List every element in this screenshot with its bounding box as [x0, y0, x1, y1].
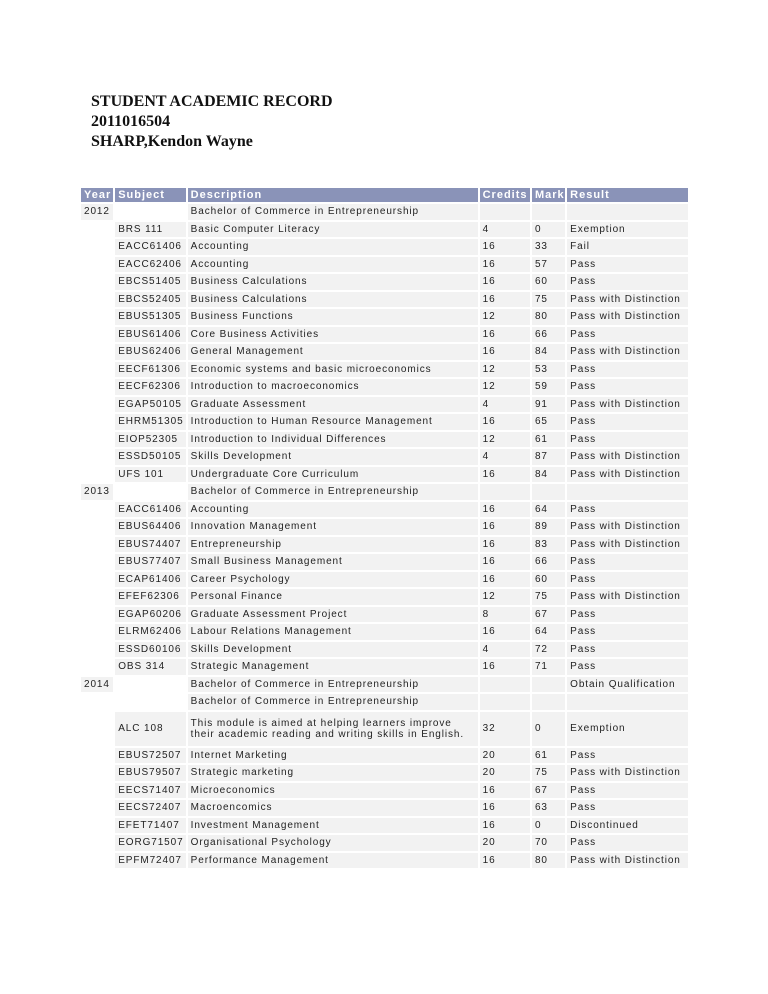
mark-cell: 65 — [532, 414, 565, 430]
credits-cell: 16 — [480, 783, 530, 799]
course-row — [81, 835, 688, 851]
year-cell — [81, 800, 113, 816]
mark-cell: 75 — [532, 765, 565, 781]
credits-cell: 16 — [480, 257, 530, 273]
result-cell: Discontinued — [567, 818, 688, 834]
result-cell: Pass — [567, 607, 688, 623]
result-cell: Pass with Distinction — [567, 344, 688, 360]
mark-cell: 57 — [532, 257, 565, 273]
subject-cell: EFET71407 — [115, 818, 185, 834]
table-body — [81, 204, 688, 868]
mark-cell: 67 — [532, 783, 565, 799]
result-cell: Pass — [567, 835, 688, 851]
description-cell: Accounting — [188, 239, 478, 255]
subject-cell: EECS71407 — [115, 783, 185, 799]
description-cell: Bachelor of Commerce in Entrepreneurship — [188, 694, 478, 710]
year-cell — [81, 344, 113, 360]
year-cell — [81, 818, 113, 834]
course-row — [81, 748, 688, 764]
result-cell — [567, 484, 688, 500]
description-cell: Business Calculations — [188, 274, 478, 290]
year-cell — [81, 467, 113, 483]
credits-cell: 16 — [480, 537, 530, 553]
mark-cell: 84 — [532, 344, 565, 360]
credits-cell: 20 — [480, 835, 530, 851]
year-cell — [81, 257, 113, 273]
course-row — [81, 379, 688, 395]
subject-cell: EPFM72407 — [115, 853, 185, 869]
year-cell — [81, 502, 113, 518]
mark-cell: 64 — [532, 502, 565, 518]
subject-cell: EBUS61406 — [115, 327, 185, 343]
subject-cell: EBUS79507 — [115, 765, 185, 781]
subject-cell: ELRM62406 — [115, 624, 185, 640]
description-cell: Economic systems and basic microeconomics — [188, 362, 478, 378]
description-cell: Accounting — [188, 257, 478, 273]
mark-cell: 83 — [532, 537, 565, 553]
description-cell: Introduction to Human Resource Management — [188, 414, 478, 430]
credits-cell: 16 — [480, 502, 530, 518]
year-cell — [81, 642, 113, 658]
document-title: STUDENT ACADEMIC RECORD — [91, 93, 333, 110]
course-row — [81, 362, 688, 378]
credits-cell: 16 — [480, 344, 530, 360]
result-cell: Pass — [567, 414, 688, 430]
result-cell: Pass with Distinction — [567, 449, 688, 465]
result-cell: Pass — [567, 783, 688, 799]
course-row — [81, 642, 688, 658]
year-cell — [81, 659, 113, 675]
mark-cell — [532, 677, 565, 693]
result-cell: Obtain Qualification — [567, 677, 688, 693]
result-cell: Pass — [567, 502, 688, 518]
academic-record-table — [79, 186, 690, 870]
credits-cell: 16 — [480, 554, 530, 570]
credits-cell: 12 — [480, 362, 530, 378]
description-cell: Basic Computer Literacy — [188, 222, 478, 238]
description-cell: Small Business Management — [188, 554, 478, 570]
subject-cell: UFS 101 — [115, 467, 185, 483]
column-header-subject: Subject — [115, 188, 185, 202]
credits-cell: 16 — [480, 853, 530, 869]
subject-cell: EFEF62306 — [115, 589, 185, 605]
result-cell: Pass — [567, 362, 688, 378]
mark-cell: 0 — [532, 712, 565, 746]
course-row — [81, 624, 688, 640]
subject-cell: EBUS64406 — [115, 519, 185, 535]
subject-cell — [115, 484, 185, 500]
description-cell: Accounting — [188, 502, 478, 518]
student-number: 2011016504 — [91, 113, 171, 130]
course-row — [81, 344, 688, 360]
mark-cell: 60 — [532, 572, 565, 588]
year-cell — [81, 572, 113, 588]
mark-cell: 61 — [532, 432, 565, 448]
result-cell: Exemption — [567, 222, 688, 238]
mark-cell: 67 — [532, 607, 565, 623]
credits-cell: 16 — [480, 327, 530, 343]
subject-cell: ALC 108 — [115, 712, 185, 746]
year-cell — [81, 765, 113, 781]
course-row — [81, 222, 688, 238]
year-cell — [81, 222, 113, 238]
mark-cell: 89 — [532, 519, 565, 535]
mark-cell: 66 — [532, 554, 565, 570]
description-cell: Bachelor of Commerce in Entrepreneurship — [188, 677, 478, 693]
mark-cell: 72 — [532, 642, 565, 658]
result-cell: Pass — [567, 748, 688, 764]
column-header-result: Result — [567, 188, 688, 202]
year-row — [81, 204, 688, 220]
course-row — [81, 502, 688, 518]
year-cell — [81, 327, 113, 343]
description-cell: Graduate Assessment — [188, 397, 478, 413]
program-row — [81, 694, 688, 710]
description-cell: Strategic Management — [188, 659, 478, 675]
year-cell — [81, 379, 113, 395]
result-cell: Pass with Distinction — [567, 589, 688, 605]
mark-cell: 33 — [532, 239, 565, 255]
mark-cell: 91 — [532, 397, 565, 413]
credits-cell: 16 — [480, 414, 530, 430]
description-cell: Bachelor of Commerce in Entrepreneurship — [188, 484, 478, 500]
credits-cell: 16 — [480, 239, 530, 255]
result-cell: Pass with Distinction — [567, 537, 688, 553]
credits-cell: 12 — [480, 309, 530, 325]
subject-cell: EACC62406 — [115, 257, 185, 273]
result-cell: Pass with Distinction — [567, 397, 688, 413]
column-header-year: Year — [81, 188, 113, 202]
subject-cell: EHRM51305 — [115, 414, 185, 430]
subject-cell — [115, 677, 185, 693]
year-cell — [81, 414, 113, 430]
description-cell: Investment Management — [188, 818, 478, 834]
course-row — [81, 257, 688, 273]
subject-cell: ESSD60106 — [115, 642, 185, 658]
year-cell — [81, 589, 113, 605]
subject-cell: EORG71507 — [115, 835, 185, 851]
result-cell — [567, 694, 688, 710]
year-row — [81, 677, 688, 693]
subject-cell: EBCS52405 — [115, 292, 185, 308]
description-cell: Strategic marketing — [188, 765, 478, 781]
mark-cell: 64 — [532, 624, 565, 640]
year-cell — [81, 694, 113, 710]
year-cell — [81, 397, 113, 413]
description-cell: Labour Relations Management — [188, 624, 478, 640]
year-cell — [81, 292, 113, 308]
result-cell: Pass — [567, 379, 688, 395]
year-cell — [81, 624, 113, 640]
description-cell: Innovation Management — [188, 519, 478, 535]
subject-cell — [115, 694, 185, 710]
column-header-mark: Mark — [532, 188, 565, 202]
year-cell — [81, 607, 113, 623]
course-row — [81, 712, 688, 746]
result-cell: Pass — [567, 274, 688, 290]
course-row — [81, 607, 688, 623]
mark-cell: 80 — [532, 853, 565, 869]
result-cell: Pass — [567, 800, 688, 816]
credits-cell — [480, 484, 530, 500]
description-cell: Organisational Psychology — [188, 835, 478, 851]
description-cell: Bachelor of Commerce in Entrepreneurship — [188, 204, 478, 220]
subject-cell: EECF61306 — [115, 362, 185, 378]
mark-cell: 71 — [532, 659, 565, 675]
description-cell: Entrepreneurship — [188, 537, 478, 553]
result-cell: Pass — [567, 327, 688, 343]
column-header-credits: Credits — [480, 188, 530, 202]
course-row — [81, 519, 688, 535]
subject-cell: EACC61406 — [115, 239, 185, 255]
mark-cell — [532, 694, 565, 710]
mark-cell — [532, 204, 565, 220]
description-cell: Personal Finance — [188, 589, 478, 605]
result-cell: Pass — [567, 572, 688, 588]
course-row — [81, 309, 688, 325]
credits-cell: 16 — [480, 659, 530, 675]
year-cell — [81, 537, 113, 553]
description-cell: General Management — [188, 344, 478, 360]
subject-cell: EBUS74407 — [115, 537, 185, 553]
subject-cell: EGAP60206 — [115, 607, 185, 623]
credits-cell — [480, 204, 530, 220]
student-name: SHARP,Kendon Wayne — [91, 133, 253, 150]
result-cell: Pass with Distinction — [567, 519, 688, 535]
mark-cell: 0 — [532, 222, 565, 238]
subject-cell: EACC61406 — [115, 502, 185, 518]
subject-cell: ESSD50105 — [115, 449, 185, 465]
column-header-description: Description — [188, 188, 478, 202]
credits-cell: 12 — [480, 432, 530, 448]
course-row — [81, 327, 688, 343]
year-cell — [81, 783, 113, 799]
subject-cell: EGAP50105 — [115, 397, 185, 413]
mark-cell: 70 — [532, 835, 565, 851]
credits-cell: 16 — [480, 572, 530, 588]
credits-cell: 32 — [480, 712, 530, 746]
credits-cell: 4 — [480, 642, 530, 658]
year-cell — [81, 835, 113, 851]
mark-cell: 84 — [532, 467, 565, 483]
credits-cell: 12 — [480, 589, 530, 605]
mark-cell: 75 — [532, 589, 565, 605]
course-row — [81, 783, 688, 799]
credits-cell: 16 — [480, 467, 530, 483]
description-cell: This module is aimed at helping learners improve their academic reading and writing skills in English. — [188, 712, 478, 746]
description-cell: Introduction to macroeconomics — [188, 379, 478, 395]
course-row — [81, 414, 688, 430]
result-cell: Exemption — [567, 712, 688, 746]
result-cell: Pass — [567, 624, 688, 640]
description-cell: Microeconomics — [188, 783, 478, 799]
result-cell: Pass with Distinction — [567, 467, 688, 483]
description-cell: Skills Development — [188, 449, 478, 465]
subject-cell: EECF62306 — [115, 379, 185, 395]
year-cell: 2014 — [81, 677, 113, 693]
mark-cell: 87 — [532, 449, 565, 465]
mark-cell: 60 — [532, 274, 565, 290]
description-cell: Performance Management — [188, 853, 478, 869]
record-header — [91, 92, 333, 152]
description-cell: Introduction to Individual Differences — [188, 432, 478, 448]
result-cell: Pass with Distinction — [567, 309, 688, 325]
description-cell: Core Business Activities — [188, 327, 478, 343]
credits-cell: 16 — [480, 519, 530, 535]
course-row — [81, 853, 688, 869]
credits-cell: 20 — [480, 765, 530, 781]
credits-cell: 8 — [480, 607, 530, 623]
course-row — [81, 659, 688, 675]
year-cell — [81, 748, 113, 764]
mark-cell: 0 — [532, 818, 565, 834]
result-cell: Fail — [567, 239, 688, 255]
result-cell: Pass with Distinction — [567, 292, 688, 308]
description-cell: Business Functions — [188, 309, 478, 325]
year-cell — [81, 432, 113, 448]
description-cell: Undergraduate Core Curriculum — [188, 467, 478, 483]
result-cell: Pass — [567, 257, 688, 273]
year-cell — [81, 309, 113, 325]
course-row — [81, 292, 688, 308]
subject-cell: EBUS72507 — [115, 748, 185, 764]
subject-cell: ECAP61406 — [115, 572, 185, 588]
course-row — [81, 239, 688, 255]
subject-cell: EBCS51405 — [115, 274, 185, 290]
subject-cell: EIOP52305 — [115, 432, 185, 448]
course-row — [81, 537, 688, 553]
table-header-row — [81, 188, 688, 202]
course-row — [81, 554, 688, 570]
credits-cell: 16 — [480, 274, 530, 290]
description-cell: Macroencomics — [188, 800, 478, 816]
subject-cell: EBUS62406 — [115, 344, 185, 360]
year-cell: 2012 — [81, 204, 113, 220]
result-cell: Pass with Distinction — [567, 765, 688, 781]
year-row — [81, 484, 688, 500]
course-row — [81, 432, 688, 448]
description-cell: Business Calculations — [188, 292, 478, 308]
mark-cell: 61 — [532, 748, 565, 764]
course-row — [81, 589, 688, 605]
credits-cell: 20 — [480, 748, 530, 764]
credits-cell: 16 — [480, 818, 530, 834]
result-cell: Pass with Distinction — [567, 853, 688, 869]
subject-cell: EBUS77407 — [115, 554, 185, 570]
mark-cell: 80 — [532, 309, 565, 325]
year-cell — [81, 274, 113, 290]
credits-cell — [480, 694, 530, 710]
year-cell — [81, 362, 113, 378]
subject-cell: EBUS51305 — [115, 309, 185, 325]
course-row — [81, 467, 688, 483]
credits-cell — [480, 677, 530, 693]
mark-cell: 75 — [532, 292, 565, 308]
mark-cell — [532, 484, 565, 500]
subject-cell: OBS 314 — [115, 659, 185, 675]
credits-cell: 4 — [480, 222, 530, 238]
result-cell: Pass — [567, 554, 688, 570]
description-cell: Internet Marketing — [188, 748, 478, 764]
year-cell — [81, 554, 113, 570]
year-cell — [81, 853, 113, 869]
course-row — [81, 274, 688, 290]
subject-cell — [115, 204, 185, 220]
year-cell — [81, 239, 113, 255]
credits-cell: 16 — [480, 800, 530, 816]
year-cell — [81, 519, 113, 535]
result-cell — [567, 204, 688, 220]
course-row — [81, 572, 688, 588]
result-cell: Pass — [567, 432, 688, 448]
subject-cell: EECS72407 — [115, 800, 185, 816]
credits-cell: 4 — [480, 449, 530, 465]
credits-cell: 16 — [480, 624, 530, 640]
description-cell: Career Psychology — [188, 572, 478, 588]
course-row — [81, 800, 688, 816]
mark-cell: 53 — [532, 362, 565, 378]
mark-cell: 66 — [532, 327, 565, 343]
course-row — [81, 449, 688, 465]
year-cell — [81, 712, 113, 746]
credits-cell: 12 — [480, 379, 530, 395]
credits-cell: 16 — [480, 292, 530, 308]
course-row — [81, 818, 688, 834]
year-cell — [81, 449, 113, 465]
description-cell: Skills Development — [188, 642, 478, 658]
subject-cell: BRS 111 — [115, 222, 185, 238]
course-row — [81, 397, 688, 413]
result-cell: Pass — [567, 659, 688, 675]
description-cell: Graduate Assessment Project — [188, 607, 478, 623]
credits-cell: 4 — [480, 397, 530, 413]
result-cell: Pass — [567, 642, 688, 658]
year-cell: 2013 — [81, 484, 113, 500]
course-row — [81, 765, 688, 781]
mark-cell: 59 — [532, 379, 565, 395]
mark-cell: 63 — [532, 800, 565, 816]
